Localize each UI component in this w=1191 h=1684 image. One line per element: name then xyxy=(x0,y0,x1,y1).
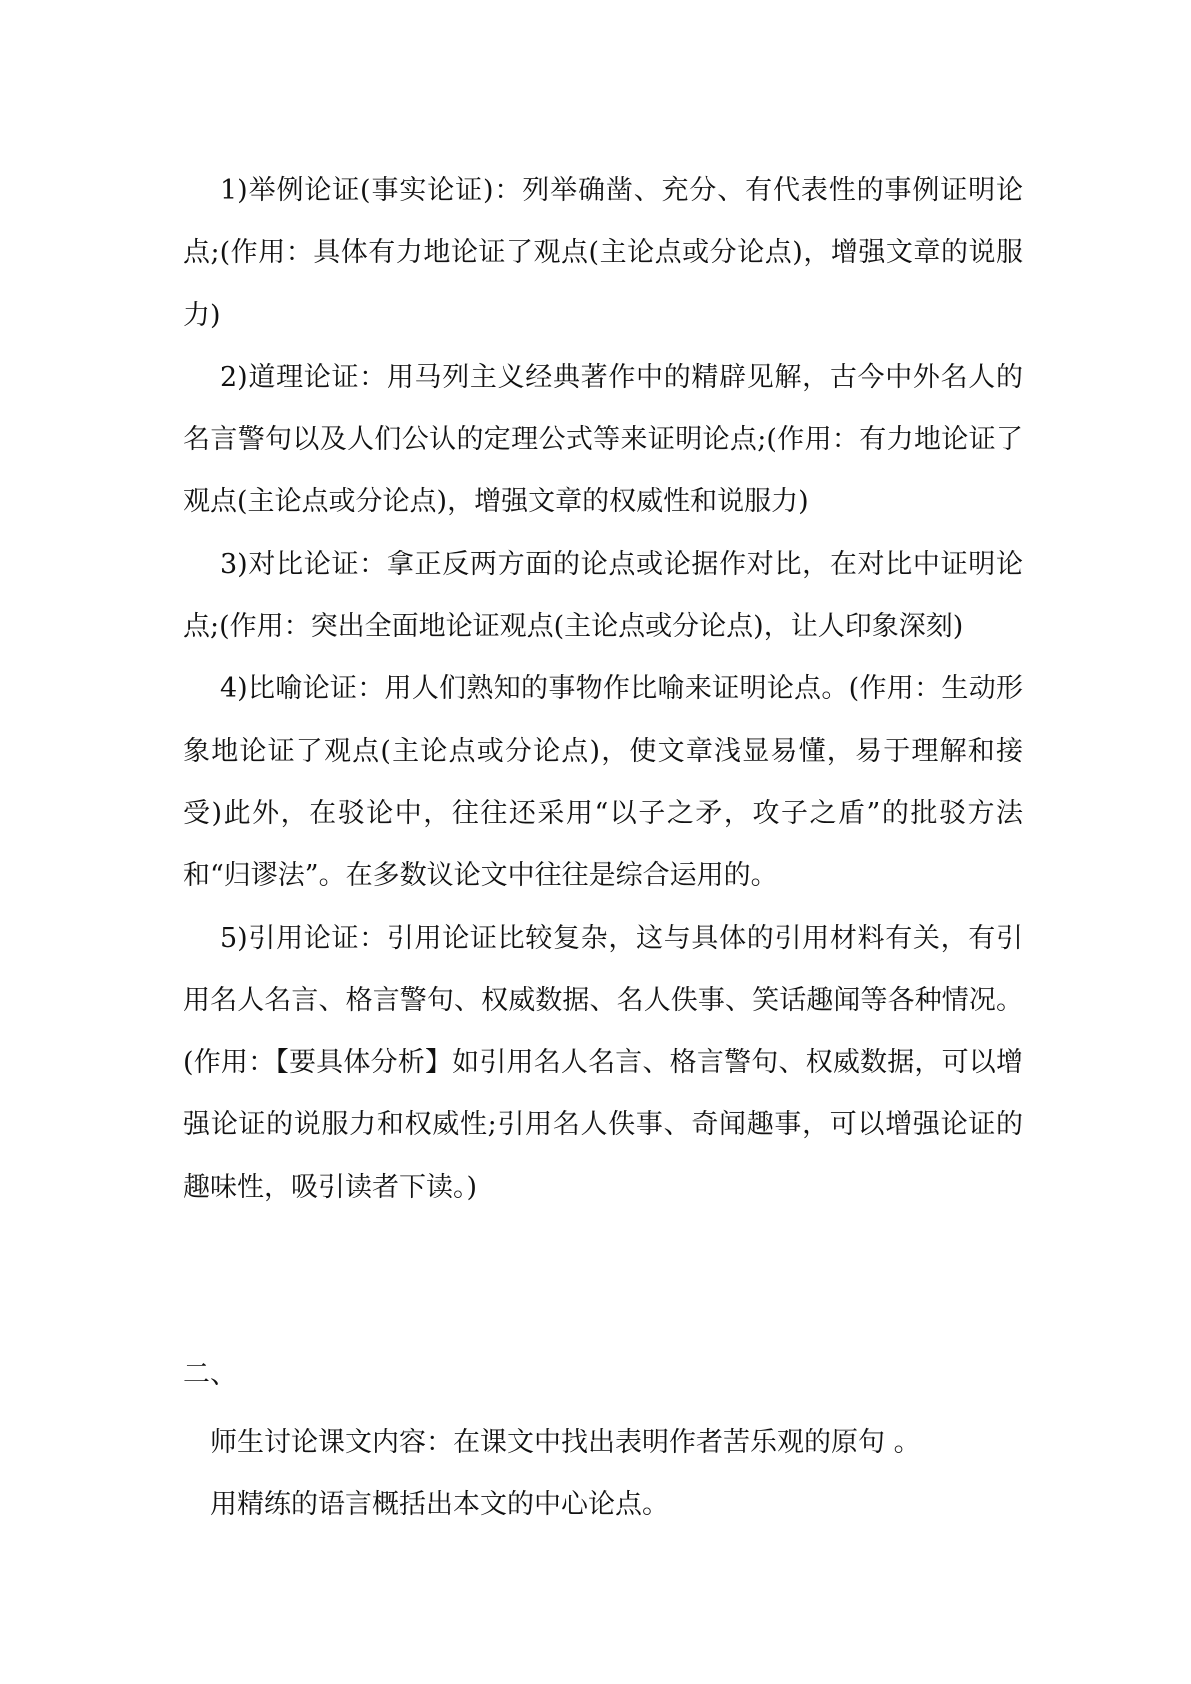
method-example: 1)举例论证(事实论证)：列举确凿、充分、有代表性的事例证明论点;(作用：具体有力地论证了观点(主论点或分论点)，增强文章的说服力) xyxy=(183,175,1023,331)
method-metaphor: 4)比喻论证：用人们熟知的事物作比喻来证明论点。(作用：生动形象地论证了观点(主论点或分论点)，使文章浅显易懂，易于理解和接受)此外，在驳论中，往往还采用“以子之矛，攻子之盾”的批驳方法和“归谬法”。在多数议论文中往往是综合运用的。 xyxy=(183,673,1023,892)
summary-task: 用精练的语言概括出本文的中心论点。 xyxy=(210,1489,669,1520)
method-citation: 5)引用论证：引用论证比较复杂，这与具体的引用材料有关，有引用名人名言、格言警句、权威数据、名人佚事、笑话趣闻等各种情况。(作用：【要具体分析】如引用名人名言、格言警句、权威数据，可以增强论证的说服力和权威性;引用名人佚事、奇闻趣事，可以增强论证的趣味性，吸引读者下读。) xyxy=(183,922,1023,1203)
section-two-heading: 二、 xyxy=(183,1359,237,1390)
method-contrast: 3)对比论证：拿正反两方面的论点或论据作对比，在对比中证明论点;(作用：突出全面地论证观点(主论点或分论点)，让人印象深刻) xyxy=(183,548,1023,643)
discussion-task: 师生讨论课文内容：在课文中找出表明作者苦乐观的原句 。 xyxy=(210,1427,921,1458)
method-reasoning: 2)道理论证：用马列主义经典著作中的精辟见解，古今中外名人的名言警句以及人们公认的定理公式等来证明论点;(作用：有力地论证了观点(主论点或分论点)，增强文章的权威性和说服力) xyxy=(183,361,1023,518)
argument-methods xyxy=(183,160,1023,1219)
